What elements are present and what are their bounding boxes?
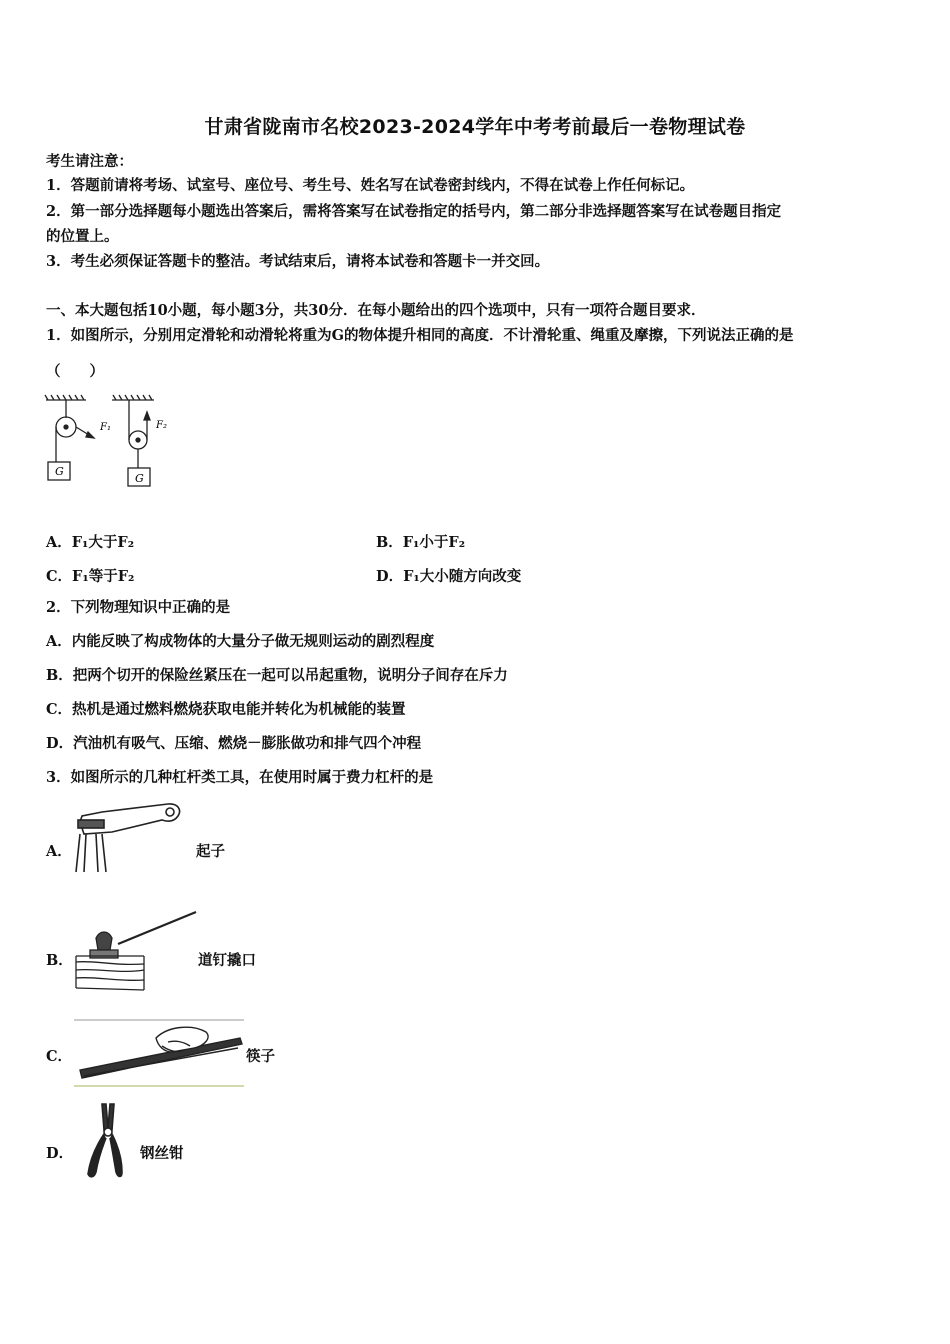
q1-option-c [46,565,134,586]
option-letter: A． [46,534,72,551]
weight-g2-label: G [135,472,144,485]
q3-option-d-letter: D． [46,1145,74,1162]
notice-item-1: 1．答题前请将考场、试室号、座位号、考生号、姓名写在试卷密封线内，不得在试卷上作任何标记。 [46,177,695,194]
q3-option-a-letter: A． [46,843,72,860]
pulley-figure [44,394,176,494]
option-text: F₁大小随方向改变 [403,568,522,585]
q2-option-a: A．内能反映了构成物体的大量分子做无规则运动的剧烈程度 [46,633,435,650]
page-title: 甘肃省陇南市名校2023-2024学年中考考前最后一卷物理试卷 [204,116,746,138]
q1-stem: 1．如图所示，分别用定滑轮和动滑轮将重为G的物体提升相同的高度．不计滑轮重、绳重及摩擦，下列说法正确的是 [46,327,794,344]
notice-item-3: 3．考生必须保证答题卡的整洁。考试结束后，请将本试卷和答题卡一并交回。 [46,253,550,270]
notice-item-2: 2．第一部分选择题每小题选出答案后，需将答案写在试卷指定的括号内，第二部分非选择题答案写在试卷题目指定 [46,203,782,220]
q1-option-d [376,565,521,586]
bottle-opener-image [72,800,184,874]
q2-option-b: B．把两个切开的保险丝紧压在一起可以吊起重物，说明分子间存在斥力 [46,667,508,684]
option-letter: C． [46,568,73,585]
q3-option-d-label: 钢丝钳 [140,1145,184,1162]
movable-pulley-diagram [112,395,154,486]
chopsticks-image [72,1016,248,1090]
option-text: F₁大于F₂ [71,534,135,551]
option-letter: B． [376,534,403,551]
option-text: F₁小于F₂ [402,534,466,551]
pliers-image [84,1100,130,1180]
q1-blank: （ ） [46,363,104,380]
q2-stem: 2．下列物理知识中正确的是 [46,599,231,616]
q3-option-b-label: 道钉撬口 [198,952,256,969]
track-crowbar-image [74,908,200,994]
q3-option-b-letter: B． [46,952,73,969]
q3-option-c-letter: C． [46,1048,73,1065]
notice-heading: 考生请注意： [46,153,133,170]
notice-item-2-cont: 的位置上。 [46,228,119,245]
q3-option-a-label: 起子 [196,843,225,860]
fixed-pulley-diagram [45,395,94,480]
weight-g1-label: G [55,465,64,478]
q3-option-c-label: 筷子 [246,1048,275,1065]
option-letter: D． [376,568,404,585]
q1-option-b [376,531,465,552]
force-f2-label: F₂ [156,420,167,431]
q3-stem: 3．如图所示的几种杠杆类工具，在使用时属于费力杠杆的是 [46,769,434,786]
q2-option-c: C．热机是通过燃料燃烧获取电能并转化为机械能的装置 [46,701,406,718]
q1-option-a [46,531,134,552]
option-text: F₁等于F₂ [72,568,135,585]
force-f1-label: F₁ [100,422,111,433]
q2-option-d: D．汽油机有吸气、压缩、燃烧－膨胀做功和排气四个冲程 [46,735,422,752]
section-heading: 一、本大题包括10小题，每小题3分，共30分．在每小题给出的四个选项中，只有一项符合题目要求． [46,302,706,319]
